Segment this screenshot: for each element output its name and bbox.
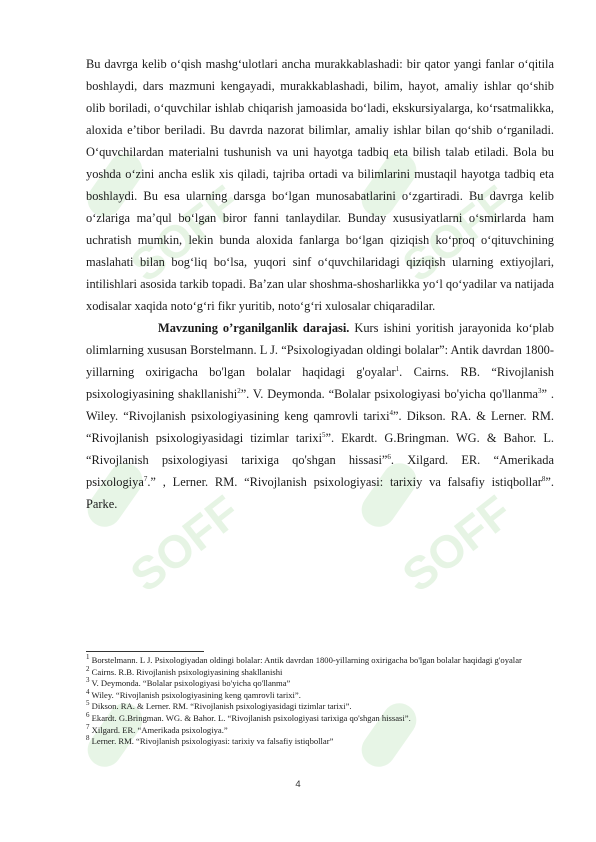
footnote-text: Dikson. RA. & Lerner. RM. “Rivojlanish psixologiyasidagi tizimlar tarixi”. [89,701,352,712]
watermark-text: SOFF [120,175,250,292]
footnote-ref[interactable]: 3 [538,386,542,395]
footnote-ref[interactable]: 1 [395,364,400,373]
page-number: 4 [295,779,301,790]
paragraph-text: ”. Dikson. RA. & Lerner. RM. “Rivojlanish psixologiyasidagi tizimlar tarixi [86,409,554,445]
footnotes [86,655,554,748]
footnote-ref[interactable]: 5 [322,430,326,439]
footnote [86,736,554,748]
footnote [86,655,554,667]
watermark-text: SOFF [392,485,522,602]
footnote [86,678,554,690]
footnote-ref[interactable]: 6 [387,452,391,461]
footnote-number: 1 [86,653,90,662]
footnote-ref[interactable]: 4 [389,408,394,417]
footnote-number: 7 [86,722,90,731]
paragraph-text: ”. Ekardt. G.Bringman. WG. & Bahor. L. “Rivojlanish psixologiyasi tarixiga qo'shgan hissasi” [86,431,554,467]
footnote-ref[interactable]: 7 [143,474,148,483]
paragraph-text: Kurs ishini yoritish jarayonida ko‘plab olimlarning xususan Borstelmann. L J. “Psixologiyadan oldingi bolalar”: Antik davrdan 1800-yillarning oxirigacha bo'lgan bolalar haqidagi g'oyalar [86,321,555,379]
paragraph [86,317,554,515]
footnote-text: Ekardt. G.Bringman. WG. & Bahor. L. “Rivojlanish psixologiyasi tarixiga qo'shgan hissasi”. [89,712,411,723]
footnote [86,722,554,737]
footnote-number: 4 [86,687,90,696]
footnote-text: Xilgard. ER. “Amerikada psixologiya.” [89,724,228,735]
footnote-number: 3 [86,676,90,685]
footnote-text: V. Deymonda. “Bolalar psixologiyasi bo'yicha qo'llanma” [89,678,291,689]
paragraph-text: ”. Parke. [86,475,554,511]
section-heading: Mavzuning o’rganilganlik darajasi. [158,321,350,335]
footnote-text: Cairns. R.B. Rivojlanish psixologiyasining shakllanishi [89,666,283,677]
footnote [86,664,554,679]
footnote [86,701,554,713]
paragraph-text: ”. V. Deymonda. “Bolalar psixologiyasi bo'yicha qo'llanma [240,387,539,401]
footnote-ref[interactable]: 2 [237,386,241,395]
paragraph-text: . Xilgard. ER. “Amerikada psixologiya [86,453,554,489]
paragraph-text: ” . Wiley. “Rivojlanish psixologiyasining keng qamrovli tarixi [86,387,554,423]
footnote-number: 5 [86,699,90,708]
footnote [86,687,554,702]
body-text [86,53,554,515]
footnote [86,713,554,725]
footnote-divider [86,651,204,652]
paragraph: Bu davrga kelib o‘qish mashg‘ulotlari ancha murakkablashadi: bir qator yangi fanlar o‘qitila boshlaydi, dars mazmuni kengayadi, murakkablashadi, bilim, hayot, amaliy ishlar qo‘shib olib boriladi, o‘quvchilar ishlab chiqarish jamoasida bo‘ladi, ekskursiyalarga, ko‘rsatmalikka, aloxida e’tibor beriladi. Bu davrda nazorat bilimlar, amaliy ishlar bilan qo‘shib o‘rganiladi. O‘quvchilardan materialni tushunish va uni hayotga tadbiq eta bilish talab etiladi. Bola bu yoshda o‘zini ancha eslik xis qiladi, tajriba ortadi va bilimlarini mustaqil hayotga tadbiq eta boshlaydi. Bu esa ularning darsga bo‘lgan munosabatlarini o‘zgartiradi. Bu davrga kelib o‘zlariga ma’qul bo‘lgan biror fanni tanlaydilar. Bunday xususiyatlarni o‘smirlarda ham uchratish mumkin, lekin bunda aloxida fanlarga bo‘lgan qiziqish ko‘proq o‘qituvchining maslahati bilan bog‘liq bo‘lsa, yuqori sinf o‘quvchilaridagi qiziqish ularning extiyojlari, intilishlari asosida tarkib topadi. Ba’zan ular shoshma-shosharlikka yo‘l qo‘yadilar va natijada xodisalar xaqida noto‘g‘ri fikr yuritib, noto‘g‘ri xulosalar chiqaradilar. [86,57,554,313]
watermark-text: SOFF [392,175,522,292]
footnote-number: 6 [86,711,90,720]
paragraph-text: . Cairns. RB. “Rivojlanish psixologiyasining shakllanishi [86,365,554,401]
paragraph-text: .” , Lerner. RM. “Rivojlanish psixologiyasi: tarixiy va falsafiy istiqbollar [147,475,542,489]
footnote-number: 2 [86,664,90,673]
watermark-text: SOFF [120,485,250,602]
footnote-number: 8 [86,734,90,743]
footnote-text: Borstelmann. L J. Psixologiyadan oldingi bolalar: Antik davrdan 1800-yillarning oxirigacha bo'lgan bolalar haqidagi g'oyalar [89,655,522,665]
footnote-text: Wiley. “Rivojlanish psixologiyasining keng qamrovli tarixi”. [89,689,301,700]
footnote-ref[interactable]: 8 [541,474,546,483]
footnote-text: Lerner. RM. “Rivojlanish psixologiyasi: tarixiy va falsafiy istiqbollar” [89,736,334,747]
